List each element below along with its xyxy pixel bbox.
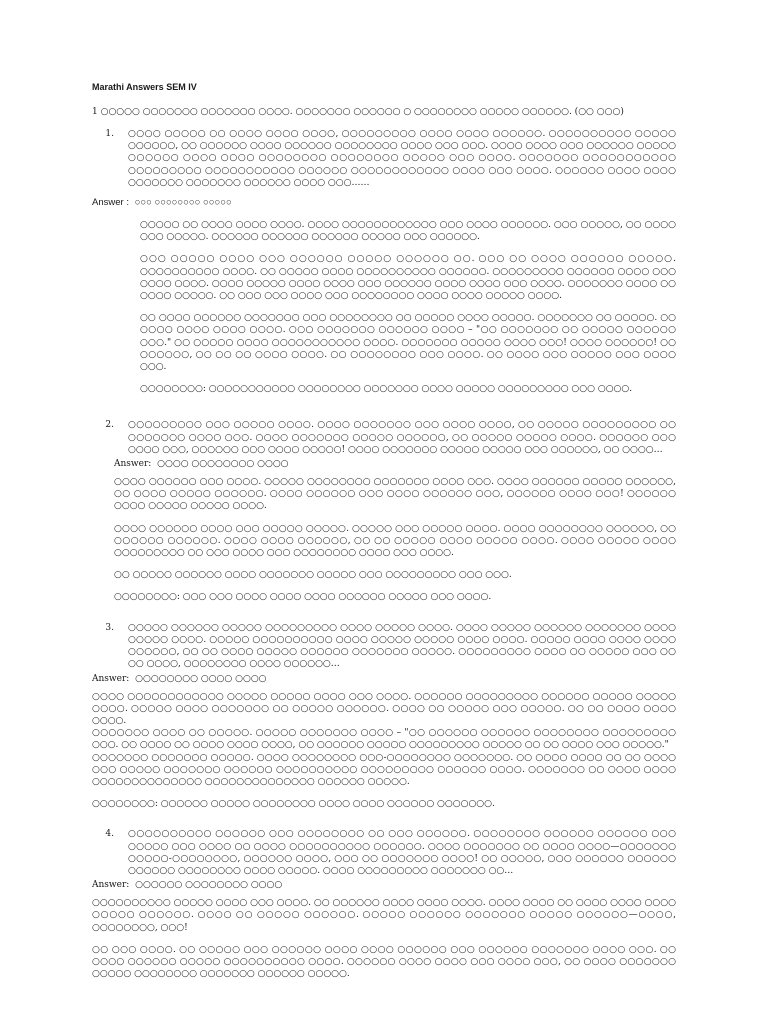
question-header: 1 ○○○○○ ○○○○○○○ ○○○○○○○ ○○○○. ○○○○○○○ ○○○○○○ ○ ○○○○○○○○ ○○○○○ ○○○○○○. (○○ ○○○): [92, 107, 624, 117]
answer-label: Answer :: [92, 197, 129, 209]
question-number: 2.: [105, 420, 114, 431]
answer-label: Answer:: [92, 673, 130, 684]
document-title: Marathi Answers SEM IV: [92, 82, 197, 92]
answer-heading: [92, 673, 676, 685]
answer-body: [140, 219, 676, 395]
answer-body: [92, 691, 676, 811]
answer-paragraph: ○○○○○○○ ○○○○ ○○ ○○○○○. ○○○○○ ○○○○○○○ ○○○○ – "○○ ○○○○○○ ○○○○○○ ○○○○○○○○ ○○○○○○○○○ ○○○. ○○ ○○○○ ○○ ○○○○ ○○○○ ○○○○, ○○ ○○○○○○ ○○○○○ ○○○○○○○○○ ○○○○○ ○○ ○○ ○○○○ ○○○ ○○○○○.": [92, 728, 676, 751]
answer-paragraph: ○○○○○○○○: ○○○○○○ ○○○○○ ○○○○○○○○ ○○○○ ○○○○ ○○○○○○ ○○○○○○○.: [92, 799, 495, 810]
answer-label: Answer:: [92, 880, 130, 891]
answer-paragraph: ○○○ ○○○○○ ○○○○ ○○○ ○○○○○○ ○○○○○ ○○○○○○ ○○. ○○○ ○○ ○○○○ ○○○○○○ ○○○○○. ○○○○○○○○○○ ○○○○. ○○ ○○○○○ ○○○○ ○○○○○○○○○○ ○○○○○○. ○○○○○○○○○ ○○○○○○ ○○○○ ○○○ ○○○○ ○○○○. ○○○○ ○○○○○ ○○○○ ○○○○ ○○○ ○○○○○○ ○○○○ ○○○○ ○○○ ○○○○. ○○○○○○○ ○○○○ ○○ ○○○○ ○○○○○. ○○ ○○○ ○○○ ○○○○ ○○○ ○○○○○○○○ ○○○○ ○○○○ ○○○○○ ○○○○.: [140, 254, 676, 302]
answer-heading: [92, 879, 676, 891]
answer-title: ○○○○○○○○ ○○○○ ○○○○: [135, 673, 267, 684]
question-number: 4.: [105, 829, 114, 840]
question-text: ○○○○○ ○○○○○○ ○○○○○ ○○○○○○○○○ ○○○○ ○○○○○ ○○○○. ○○○○ ○○○○○ ○○○○○○ ○○○○○○○ ○○○○ ○○○○○ ○○○○. ○○○○○ ○○○○○○○○○○ ○○○○ ○○○○○ ○○○○○ ○○○○ ○○○○. ○○○○○ ○○○○ ○○○○ ○○○○ ○○○○○○, ○○ ○○ ○○○○ ○○○○○ ○○○○○○ ○○○○○○○ ○○○○○. ○○○○○○○○○ ○○○○ ○○ ○○○○○ ○○○ ○○ ○○ ○○○○, ○○○○○○○○ ○○○○ ○○○○○○…: [128, 622, 676, 670]
question-text: ○○○○○○○○○ ○○○ ○○○○○ ○○○○. ○○○○ ○○○○○○○ ○○○ ○○○○ ○○○○, ○○ ○○○○○ ○○○○○○○○○ ○○ ○○○○○○○ ○○○○ ○○○. ○○○○ ○○○○○○○ ○○○○○ ○○○○○○, ○○ ○○○○○ ○○○○○ ○○○○. ○○○○○○ ○○○ ○○○○ ○○○, ○○○○○○ ○○○ ○○○○ ○○○○○! ○○○○ ○○○○○○○ ○○○○○ ○○○○○ ○○○ ○○○○○○, ○○ ○○○○…: [128, 420, 676, 455]
answer-paragraph: ○○○○○○○○: ○○○○○○○○○○○ ○○○○○○○○ ○○○○○○○ ○○○○ ○○○○○ ○○○○○○○○○ ○○○ ○○○○.: [140, 384, 633, 395]
answer-title: ○○○○ ○○○○○○○○ ○○○○: [157, 459, 289, 470]
answer-paragraph: ○○○○○ ○○ ○○○○ ○○○○ ○○○○. ○○○○ ○○○○○○○○○○○○ ○○○ ○○○○ ○○○○○○. ○○○ ○○○○○, ○○ ○○○○ ○○○ ○○○○○. ○○○○○○ ○○○○○○ ○○○○○○ ○○○○○ ○○○ ○○○○○○.: [140, 220, 676, 243]
answer-paragraph: ○○ ○○○○ ○○○○○○ ○○○○○○○ ○○○ ○○○○○○○○ ○○ ○○○○○ ○○○○ ○○○○○. ○○○○○○○ ○○ ○○○○○. ○○ ○○○○ ○○○○ ○○○○ ○○○○. ○○○ ○○○○○○○ ○○○○○○ ○○○○ – "○○ ○○○○○○○ ○○ ○○○○○ ○○○○○○ ○○○." ○○ ○○○○○ ○○○○ ○○○○○○○○○○○ ○○○○. ○○○○○○○ ○○○○○ ○○○○ ○○○! ○○○○ ○○○○○○! ○○ ○○○○○○, ○○ ○○ ○○ ○○○○ ○○○○. ○○ ○○○○○○○○ ○○○ ○○○○. ○○ ○○○○ ○○○ ○○○○○ ○○○ ○○○○ ○○○.: [140, 313, 676, 373]
question-number: 3.: [105, 622, 114, 633]
answer-paragraph: ○○○○ ○○○○○○ ○○○ ○○○○. ○○○○○ ○○○○○○○○ ○○○○○○○ ○○○○ ○○○. ○○○○ ○○○○○○ ○○○○○ ○○○○○○, ○○ ○○○○ ○○○○○ ○○○○○○. ○○○○ ○○○○○○ ○○○ ○○○○ ○○○○○○ ○○○, ○○○○○○ ○○○○ ○○○! ○○○○○○ ○○○○ ○○○○○ ○○○○○ ○○○○.: [114, 477, 676, 512]
answer-heading: [114, 458, 676, 470]
question-item: [92, 622, 676, 671]
answer-paragraph: ○○ ○○○ ○○○○. ○○ ○○○○○ ○○○ ○○○○○○ ○○○○ ○○○○ ○○○○○○ ○○○ ○○○○○○ ○○○○○○○ ○○○○ ○○○. ○○ ○○○○ ○○○○○○ ○○○○○ ○○○○○○○○○○ ○○○○. ○○○○○○ ○○○○ ○○○○ ○○○ ○○○○ ○○○, ○○ ○○○○ ○○○○○○○ ○○○○○ ○○○○○○○○ ○○○○○○○ ○○○○○○ ○○○○○.: [92, 944, 676, 980]
answer-paragraph: ○○○○ ○○○○○○○○○○○○ ○○○○○ ○○○○○ ○○○○ ○○○ ○○○○. ○○○○○○ ○○○○○○○○○ ○○○○○○ ○○○○○ ○○○○○ ○○○○. ○○○○○ ○○○○ ○○○○○○○ ○○ ○○○○○ ○○○○○○. ○○○○ ○○ ○○○○○ ○○○ ○○○○○. ○○ ○○ ○○○○ ○○○○ ○○○○.: [92, 691, 676, 726]
answer-body: [114, 476, 676, 604]
question-item: [92, 828, 676, 877]
answer-paragraph: ○○ ○○○○○ ○○○○○○ ○○○○ ○○○○○○○ ○○○○○ ○○○ ○○○○○○○○○ ○○○ ○○○.: [114, 570, 512, 581]
question-item: [92, 419, 676, 456]
answer-paragraph: ○○○○○○○○: ○○○ ○○○ ○○○○ ○○○○ ○○○○ ○○○○○○ ○○○○○ ○○○ ○○○○.: [114, 592, 492, 603]
answer-paragraph: ○○○○ ○○○○○○ ○○○○ ○○○ ○○○○○ ○○○○○. ○○○○○ ○○○ ○○○○○ ○○○○. ○○○○ ○○○○○○○○ ○○○○○○, ○○ ○○○○○○ ○○○○○○. ○○○○ ○○○○ ○○○○○○, ○○ ○○ ○○○○○ ○○○○ ○○○○○ ○○○○. ○○○○ ○○○○○ ○○○○ ○○○○○○○○○ ○○ ○○○ ○○○○ ○○○ ○○○○○○○○ ○○○○ ○○○ ○○○○.: [114, 523, 676, 559]
answer-paragraph: ○○○○○○○○○○ ○○○○○ ○○○○ ○○○ ○○○○. ○○ ○○○○○○ ○○○○ ○○○○ ○○○○. ○○○○ ○○○○ ○○ ○○○○ ○○○○ ○○○○ ○○○○○ ○○○○○○. ○○○○ ○○ ○○○○○ ○○○○○○. ○○○○○ ○○○○○○ ○○○○○○○ ○○○○○ ○○○○○○—○○○○, ○○○○○○○○, ○○○!: [92, 898, 676, 933]
answer-body: [92, 897, 676, 980]
question-text: ○○○○ ○○○○○ ○○ ○○○○ ○○○○ ○○○○, ○○○○○○○○○ ○○○○ ○○○○ ○○○○○○. ○○○○○○○○○○ ○○○○○ ○○○○○○, ○○ ○○○○○○ ○○○○ ○○○○○○ ○○○○○○○○ ○○○○ ○○○ ○○○. ○○○○ ○○○○ ○○○ ○○○○○○ ○○○○○ ○○○○○○ ○○○○ ○○○○ ○○○○○○○○ ○○○○○○○○ ○○○○○ ○○○ ○○○○. ○○○○○○○ ○○○○○○○○○○○ ○○○○○○○○○ ○○○○○○○○○○○ ○○○○○○ ○○○○○○○○○○○○ ○○○○ ○○○ ○○○○. ○○○○○○ ○○○○ ○○○○ ○○○○○○○ ○○○○○○○ ○○○○○○ ○○○○ ○○○……: [128, 129, 676, 188]
question-number: 1.: [105, 129, 114, 139]
answer-heading: [92, 197, 676, 209]
answer-label: Answer:: [114, 459, 152, 470]
answer-title: ○○○ ○○○○○○○○ ○○○○○: [134, 197, 232, 209]
question-item: [92, 128, 676, 189]
question-text: ○○○○○○○○○○ ○○○○○○ ○○○ ○○○○○○○○ ○○ ○○○ ○○○○○○. ○○○○○○○○ ○○○○○○ ○○○○○○ ○○○ ○○○○○ ○○○ ○○○○ ○○ ○○○○ ○○○○○○○○○○ ○○○○○○. ○○○○ ○○○○○○○ ○○ ○○○○ ○○○○—○○○○○○○ ○○○○○-○○○○○○○○, ○○○○○○ ○○○○, ○○○ ○○ ○○○○○○○ ○○○○! ○○ ○○○○○, ○○○ ○○○○○○ ○○○○○○ ○○○○○○ ○○○○○○○○ ○○○○ ○○○○○. ○○○○ ○○○○○○○○○ ○○○○○○○ ○○…: [128, 829, 676, 876]
answer-paragraph: ○○○○○○○ ○○○○○○○ ○○○○○. ○○○○ ○○○○○○○○ ○○○-○○○○○○○○ ○○○○○○○. ○○ ○○○○ ○○○○ ○○ ○○ ○○○○ ○○○ ○○○○○ ○○○○○○○ ○○○○○○ ○○○○○○○○○○ ○○○○○○○○○ ○○○○○○ ○○○○. ○○○○○○○ ○○ ○○○○ ○○○○ ○○○○○○○○○○○○○○ ○○○○○○○○○○○○○○ ○○○○○○ ○○○○○.: [92, 752, 676, 787]
answer-title: ○○○○○○ ○○○○○○○○ ○○○○: [135, 880, 283, 891]
